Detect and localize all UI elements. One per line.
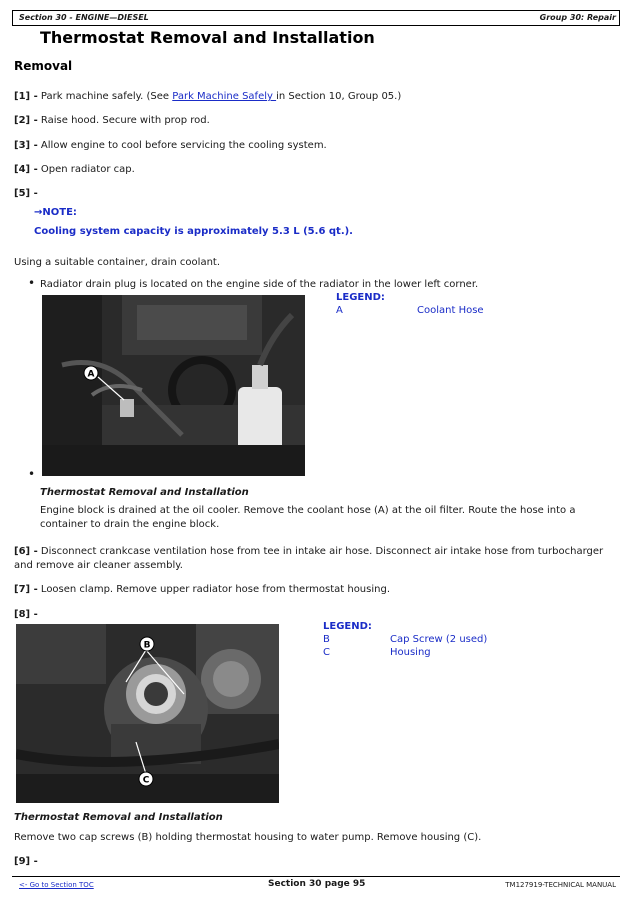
step-6-number: [6] - — [14, 546, 38, 557]
step-1-text-b: in Section 10, Group 05.) — [276, 91, 402, 102]
step-6-text: Disconnect crankcase ventilation hose from tee in intake air hose. Disconnect air intake hose from turbocharger and remove air cleaner assembly. — [14, 546, 604, 571]
step-7 — [14, 583, 390, 597]
step-4-number: [4] - — [14, 164, 38, 175]
step-3-text: Allow engine to cool before servicing the cooling system. — [40, 140, 327, 151]
engine-oil-filter-photo — [42, 295, 305, 476]
legend-2-value-c: Housing — [390, 647, 431, 658]
step-1-number: [1] - — [14, 91, 38, 102]
bullet-dot-2: • — [28, 467, 36, 481]
go-to-section-toc-link[interactable]: <- Go to Section TOC — [19, 881, 94, 889]
figure-1-caption: Thermostat Removal and Installation — [40, 487, 249, 498]
footer-page-number: Section 30 page 95 — [268, 879, 366, 889]
section-subtitle: Removal — [14, 59, 73, 73]
step-3 — [14, 139, 327, 153]
page-title: Thermostat Removal and Installation — [40, 28, 375, 47]
step-2 — [14, 114, 210, 128]
note-body: Cooling system capacity is approximately 5.3 L (5.6 qt.). — [34, 226, 353, 237]
header-section: Section 30 - ENGINE—DIESEL — [19, 13, 149, 22]
legend-2-key-c: C — [323, 647, 330, 658]
figure-2-image — [16, 624, 279, 803]
header-right-rule — [619, 10, 620, 26]
callout-a-label: A — [87, 369, 95, 380]
step-7-text: Loosen clamp. Remove upper radiator hose from thermostat housing. — [40, 584, 390, 595]
legend-2-key-b: B — [323, 634, 330, 645]
step-7-number: [7] - — [14, 584, 38, 595]
step-8-number: [8] - — [14, 609, 38, 620]
step-2-text: Raise hood. Secure with prop rod. — [40, 115, 210, 126]
park-machine-safely-link[interactable]: Park Machine Safely — [172, 91, 277, 102]
step-4 — [14, 163, 135, 177]
step-3-number: [3] - — [14, 140, 38, 151]
step-9 — [14, 855, 38, 869]
header-group: Group 30: Repair — [539, 13, 616, 22]
legend-1-key-a: A — [336, 305, 343, 316]
drain-instruction: Using a suitable container, drain coolant. — [14, 257, 221, 268]
thermostat-housing-photo — [16, 624, 279, 803]
step-9-number: [9] - — [14, 856, 38, 867]
step-2-number: [2] - — [14, 115, 38, 126]
legend-2-value-b: Cap Screw (2 used) — [390, 634, 488, 645]
step-1 — [14, 90, 401, 104]
bullet-1-text: Radiator drain plug is located on the engine side of the radiator in the lower left corner. — [40, 279, 479, 290]
legend-1-value-a: Coolant Hose — [417, 305, 484, 316]
figure-1-description: Engine block is drained at the oil cooler. Remove the coolant hose (A) at the oil filter. Route the hose into a container to drain the engine block. — [40, 505, 576, 530]
callout-c-label: C — [142, 775, 150, 786]
step-4-text: Open radiator cap. — [40, 164, 135, 175]
step-6 — [14, 545, 614, 573]
step-5 — [14, 187, 38, 201]
footer-rule — [12, 876, 620, 877]
note-heading: →NOTE: — [34, 207, 77, 218]
figure-2-caption: Thermostat Removal and Installation — [14, 812, 223, 823]
step-1-text-a: Park machine safely. (See — [40, 91, 173, 102]
legend-2-heading: LEGEND: — [323, 621, 372, 632]
figure-2-description: Remove two cap screws (B) holding thermostat housing to water pump. Remove housing (C). — [14, 832, 482, 843]
figure-1-image — [42, 295, 305, 476]
legend-1-heading: LEGEND: — [336, 292, 385, 303]
step-8 — [14, 608, 38, 622]
header-left-rule — [12, 10, 13, 26]
callout-b-label: B — [143, 640, 151, 651]
footer-manual-id: TM127919-TECHNICAL MANUAL — [505, 881, 616, 889]
bullet-dot-1: • — [28, 276, 36, 290]
step-5-number: [5] - — [14, 188, 38, 199]
